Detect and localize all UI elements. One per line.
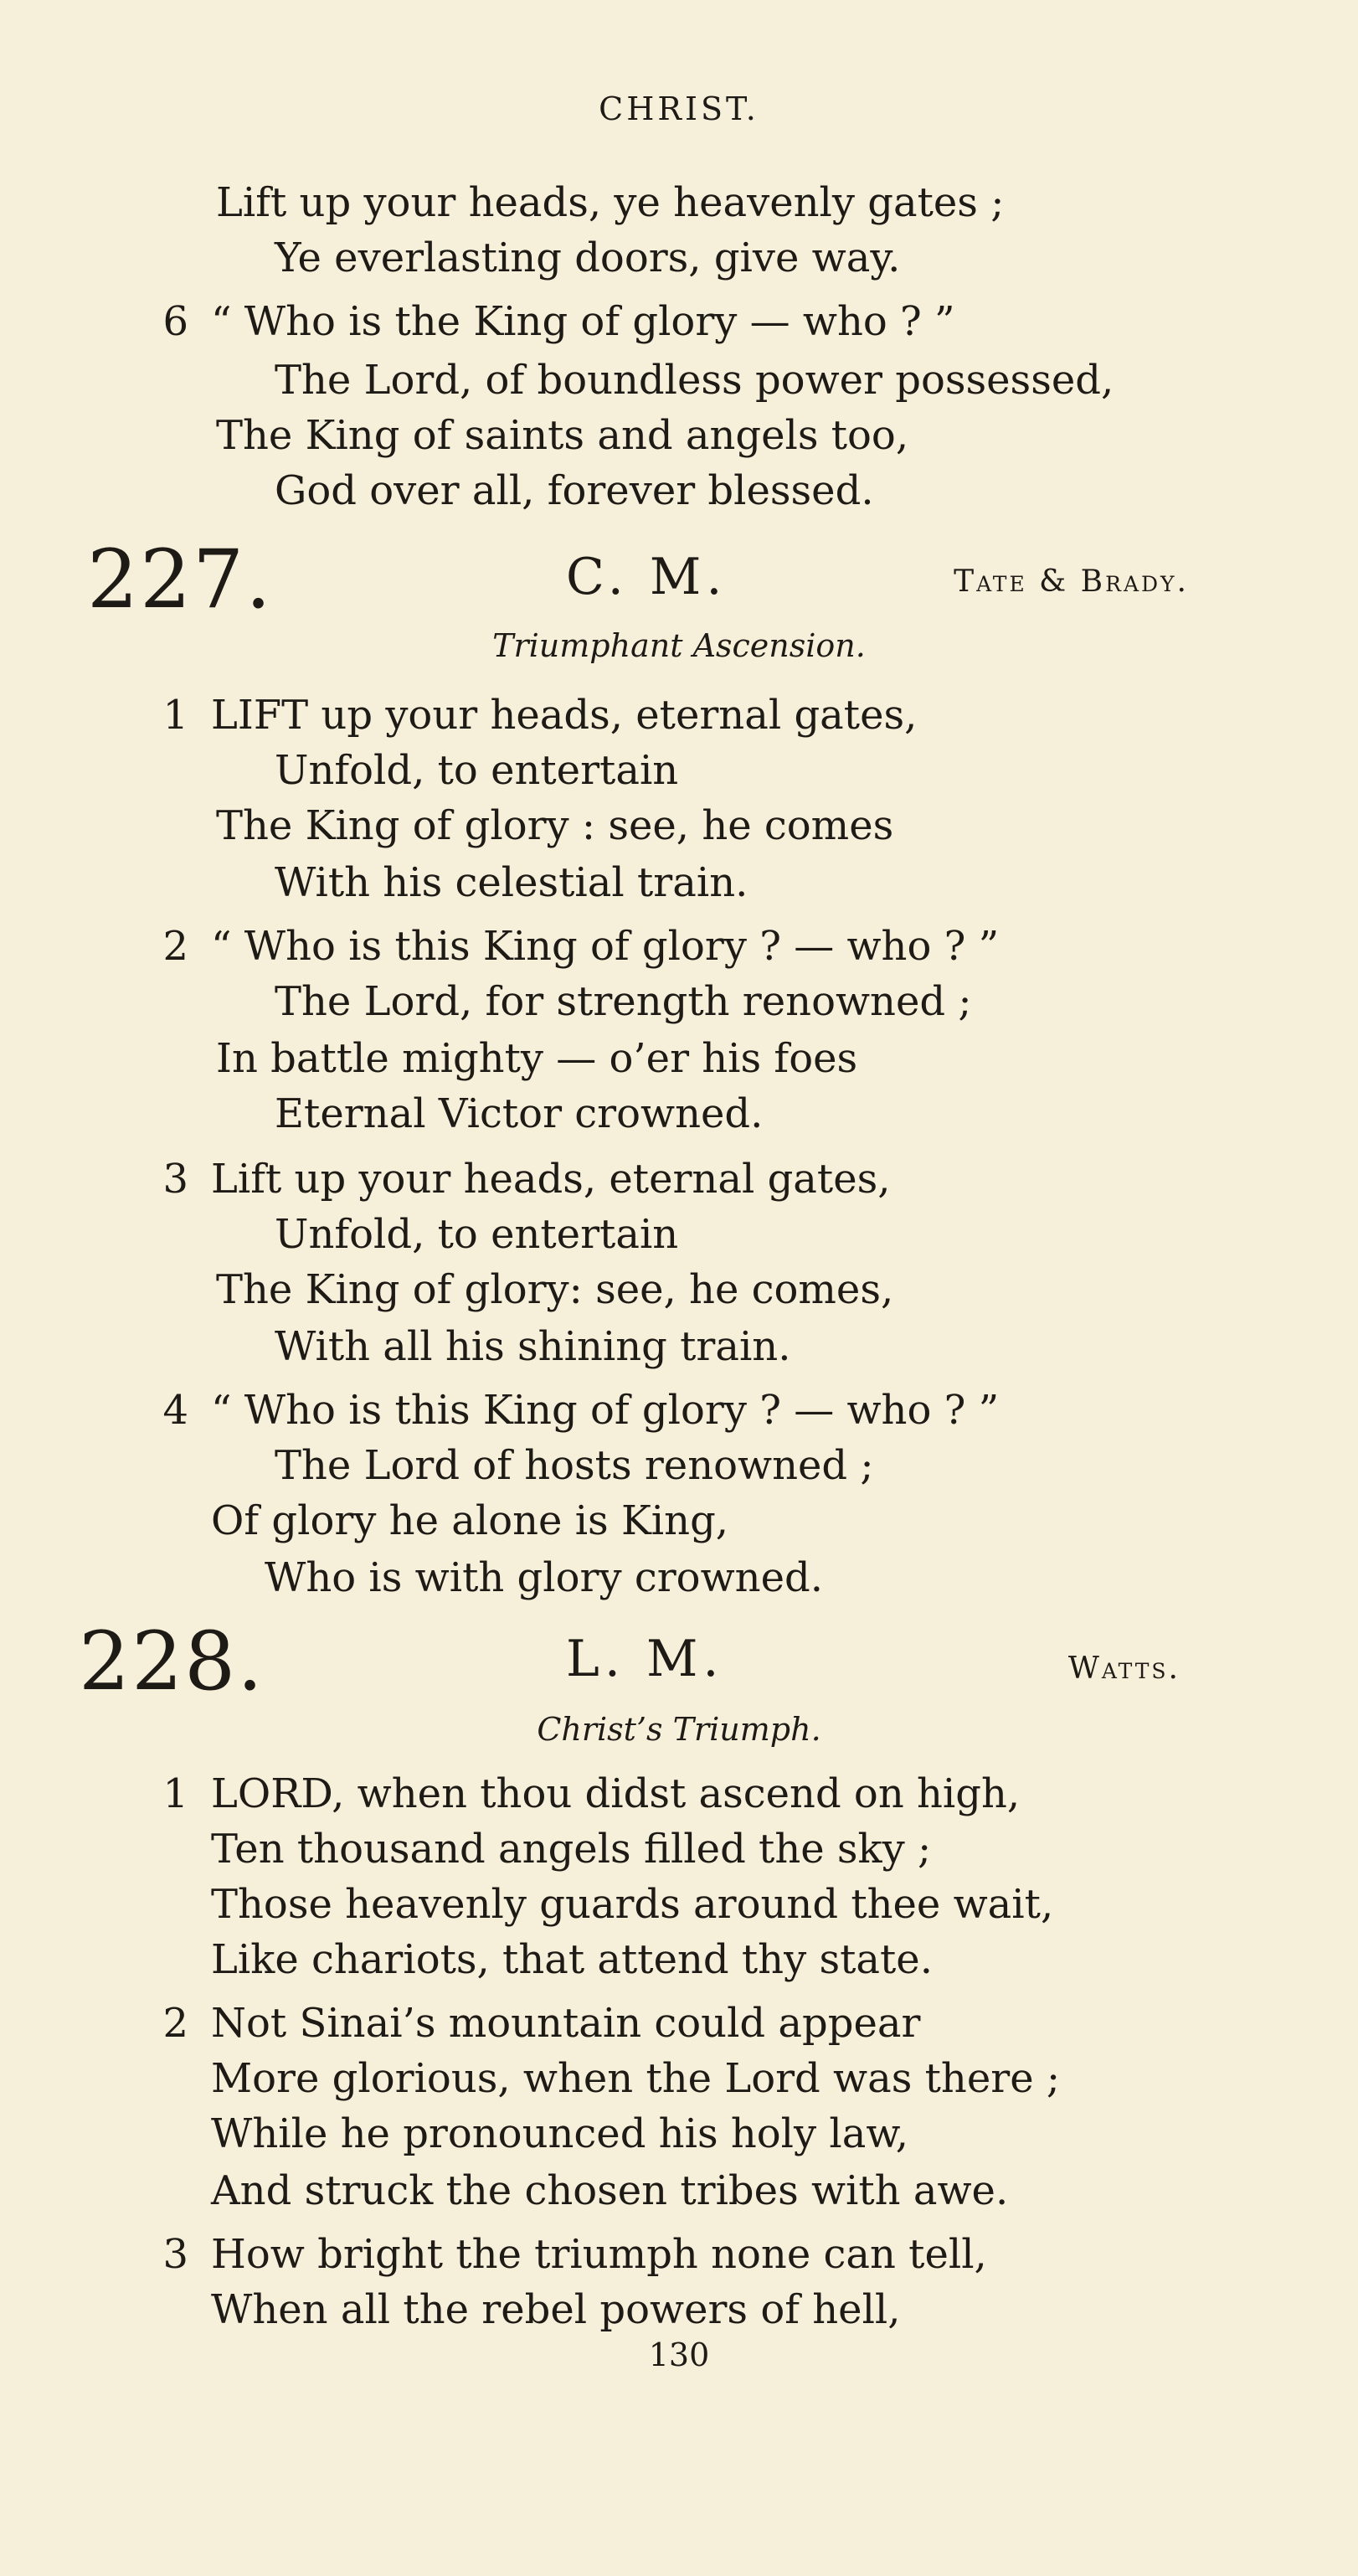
verse-line: While he pronounced his holy law, xyxy=(211,2110,908,2157)
verse-number: 2 xyxy=(162,2000,188,2047)
verse-line: “ Who is the King of glory — who ? ” xyxy=(211,298,955,345)
verse-line: In battle mighty — o’er his foes xyxy=(216,1035,858,1082)
verse-line: “ Who is this King of glory ? — who ? ” xyxy=(211,923,1000,970)
verse-line: Unfold, to entertain xyxy=(275,747,679,794)
verse-line: Eternal Victor crowned. xyxy=(275,1090,764,1137)
verse-number: 3 xyxy=(162,1156,188,1203)
verse-line: The Lord of hosts renowned ; xyxy=(275,1442,874,1489)
verse-line: LORD, when thou didst ascend on high, xyxy=(211,1770,1021,1817)
verse-line: When all the rebel powers of hell, xyxy=(211,2286,901,2333)
hymn-number: 227. xyxy=(87,533,273,626)
verse-line: With all his shining train. xyxy=(275,1323,791,1370)
verse-number: 3 xyxy=(162,2231,188,2278)
verse-line: Lift up your heads, eternal gates, xyxy=(211,1156,891,1203)
verse-number: 1 xyxy=(162,1770,188,1817)
verse-number: 4 xyxy=(162,1387,188,1434)
continuation-line-2: Ye everlasting doors, give way. xyxy=(275,234,901,281)
verse-line: Unfold, to entertain xyxy=(275,1211,679,1258)
verse-line: God over all, forever blessed. xyxy=(275,467,874,514)
hymn-meter: L. M. xyxy=(566,1630,724,1688)
verse-line: The King of glory: see, he comes, xyxy=(216,1266,894,1313)
verse-line: Of glory he alone is King, xyxy=(211,1497,729,1544)
verse-line: How bright the triumph none can tell, xyxy=(211,2231,987,2278)
verse-line: The King of glory : see, he comes xyxy=(216,802,894,849)
verse-line: Who is with glory crowned. xyxy=(265,1554,823,1601)
verse-number: 6 xyxy=(162,298,188,345)
hymn-subtitle: Christ’s Triumph. xyxy=(537,1711,821,1748)
verse-line: Ten thousand angels filled the sky ; xyxy=(211,1826,932,1873)
verse-line: Those heavenly guards around thee wait, xyxy=(211,1881,1054,1928)
verse-line: The Lord, for strength renowned ; xyxy=(275,978,972,1025)
verse-number: 1 xyxy=(162,692,188,739)
hymn-subtitle: Triumphant Ascension. xyxy=(492,627,866,664)
continuation-line-1: Lift up your heads, ye heavenly gates ; xyxy=(216,179,1005,226)
verse-line: LIFT up your heads, eternal gates, xyxy=(211,692,918,739)
verse-line: Not Sinai’s mountain could appear xyxy=(211,2000,921,2047)
verse-line: The Lord, of boundless power possessed, xyxy=(275,357,1114,404)
hymn-author: Tate & Brady. xyxy=(954,564,1189,599)
hymn-meter: C. M. xyxy=(566,548,728,606)
hymn-author: Watts. xyxy=(1067,1651,1181,1686)
verse-line: “ Who is this King of glory ? — who ? ” xyxy=(211,1387,1000,1434)
verse-line: The King of saints and angels too, xyxy=(216,412,909,459)
verse-number: 2 xyxy=(162,923,188,970)
verse-line: More glorious, when the Lord was there ; xyxy=(211,2055,1061,2102)
page-number: 130 xyxy=(648,2336,710,2373)
verse-line: Like chariots, that attend thy state. xyxy=(211,1936,933,1983)
running-head: CHRIST. xyxy=(599,90,759,127)
hymn-number: 228. xyxy=(79,1615,265,1708)
verse-line: With his celestial train. xyxy=(275,859,748,906)
verse-line: And struck the chosen tribes with awe. xyxy=(211,2167,1009,2214)
